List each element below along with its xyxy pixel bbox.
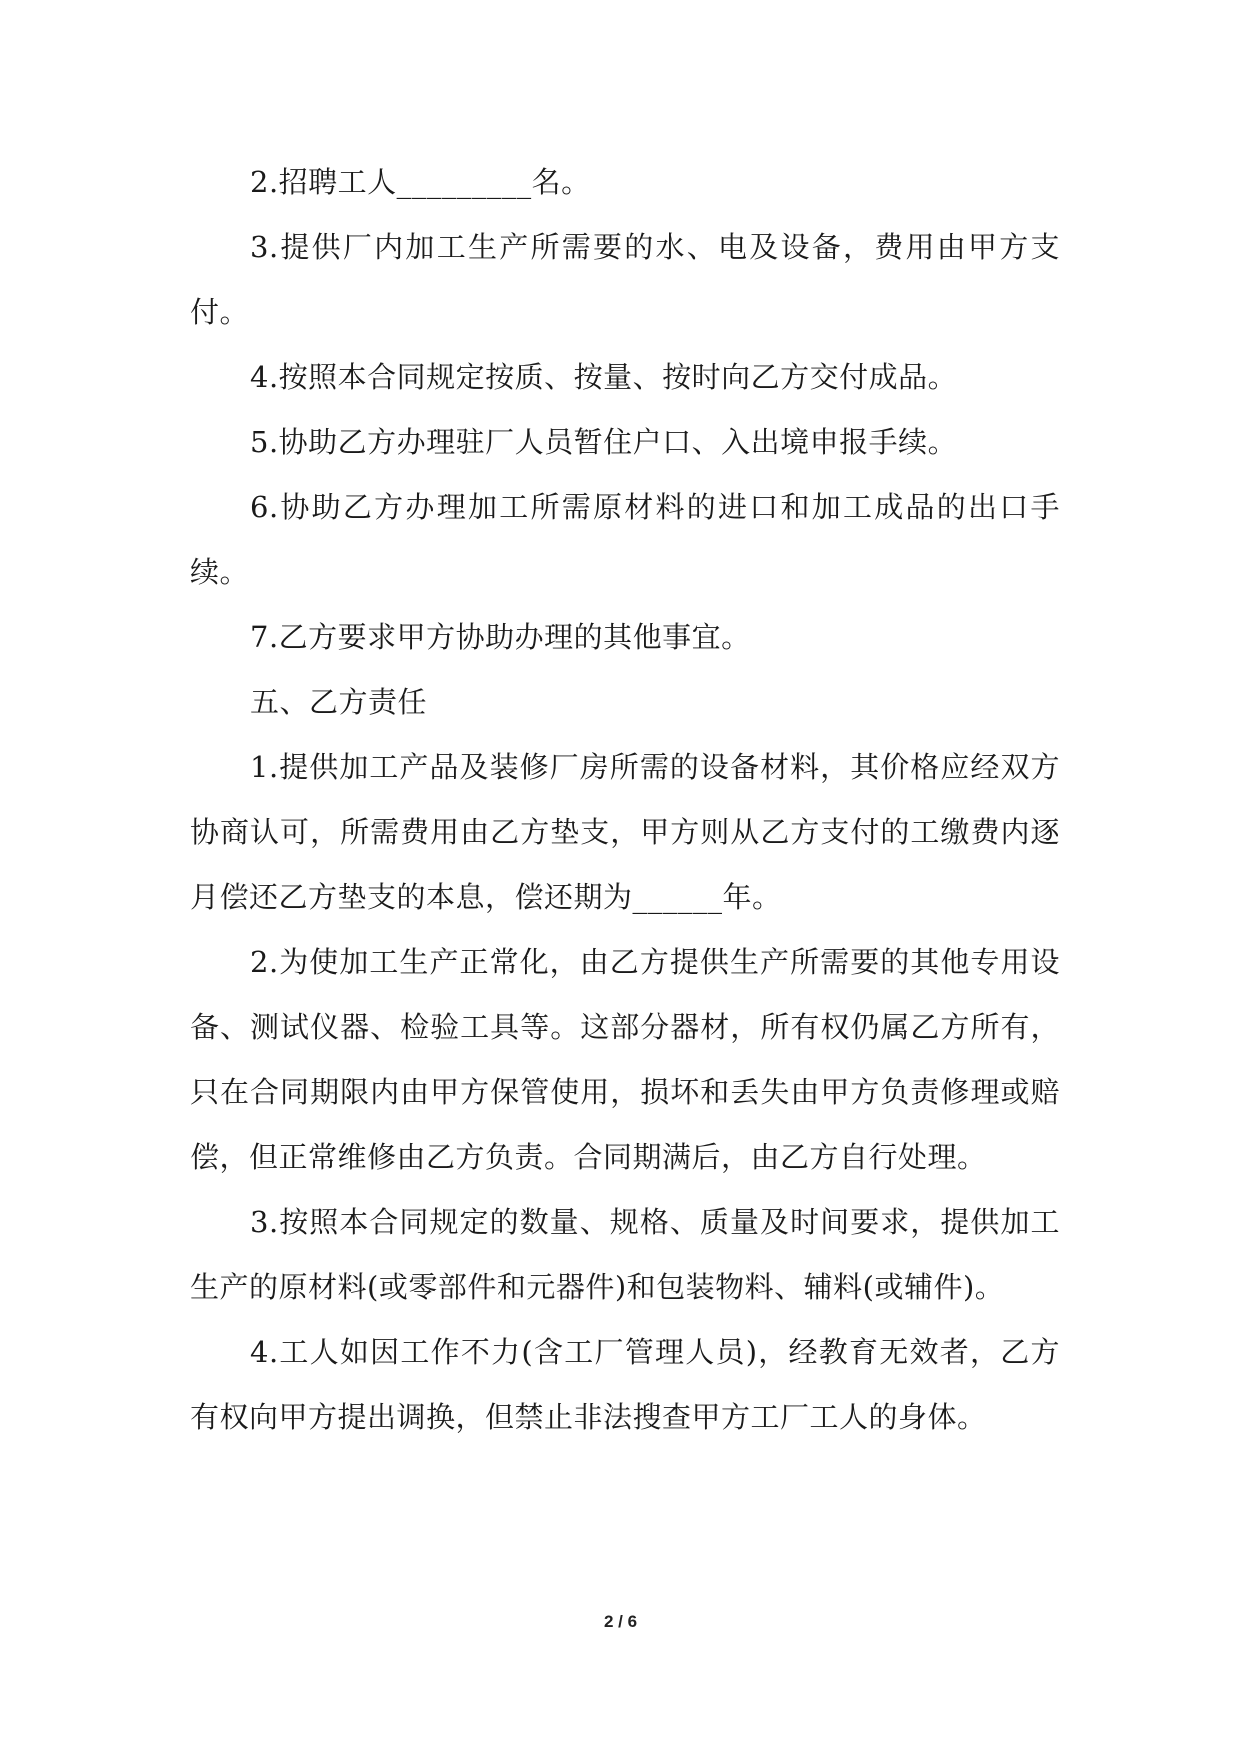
- page-number: 2 / 6: [603, 1612, 638, 1631]
- clause-utilities: 3.提供厂内加工生产所需要的水、电及设备，费用由甲方支付。: [190, 230, 1060, 329]
- document-body: [190, 150, 1060, 1450]
- clause-recruit-workers: 2.招聘工人_________名。: [250, 165, 591, 199]
- clause-residence-procedures: 5.协助乙方办理驻厂人员暂住户口、入出境申报手续。: [250, 425, 958, 459]
- clause-deliver-products: 4.按照本合同规定按质、按量、按时向乙方交付成品。: [250, 360, 958, 394]
- clause-raw-materials: 3.按照本合同规定的数量、规格、质量及时间要求，提供加工生产的原材料(或零部件和元器件)和包装物料、辅料(或辅件)。: [190, 1205, 1060, 1304]
- clause-other-matters: 7.乙方要求甲方协助办理的其他事宜。: [250, 620, 751, 654]
- section-heading-party-b: 五、乙方责任: [250, 685, 428, 719]
- clause-equipment-materials: 1.提供加工产品及装修厂房所需的设备材料，其价格应经双方协商认可，所需费用由乙方垫支，甲方则从乙方支付的工缴费内逐月偿还乙方垫支的本息，偿还期为______年。: [190, 750, 1060, 914]
- clause-worker-replacement: 4.工人如因工作不力(含工厂管理人员)，经教育无效者，乙方有权向甲方提出调换，但禁止非法搜查甲方工厂工人的身体。: [190, 1335, 1060, 1434]
- clause-import-export: 6.协助乙方办理加工所需原材料的进口和加工成品的出口手续。: [190, 490, 1060, 589]
- clause-special-equipment: 2.为使加工生产正常化，由乙方提供生产所需要的其他专用设备、测试仪器、检验工具等。这部分器材，所有权仍属乙方所有，只在合同期限内由甲方保管使用，损坏和丢失由甲方负责修理或赔偿，但正常维修由乙方负责。合同期满后，由乙方自行处理。: [190, 945, 1060, 1174]
